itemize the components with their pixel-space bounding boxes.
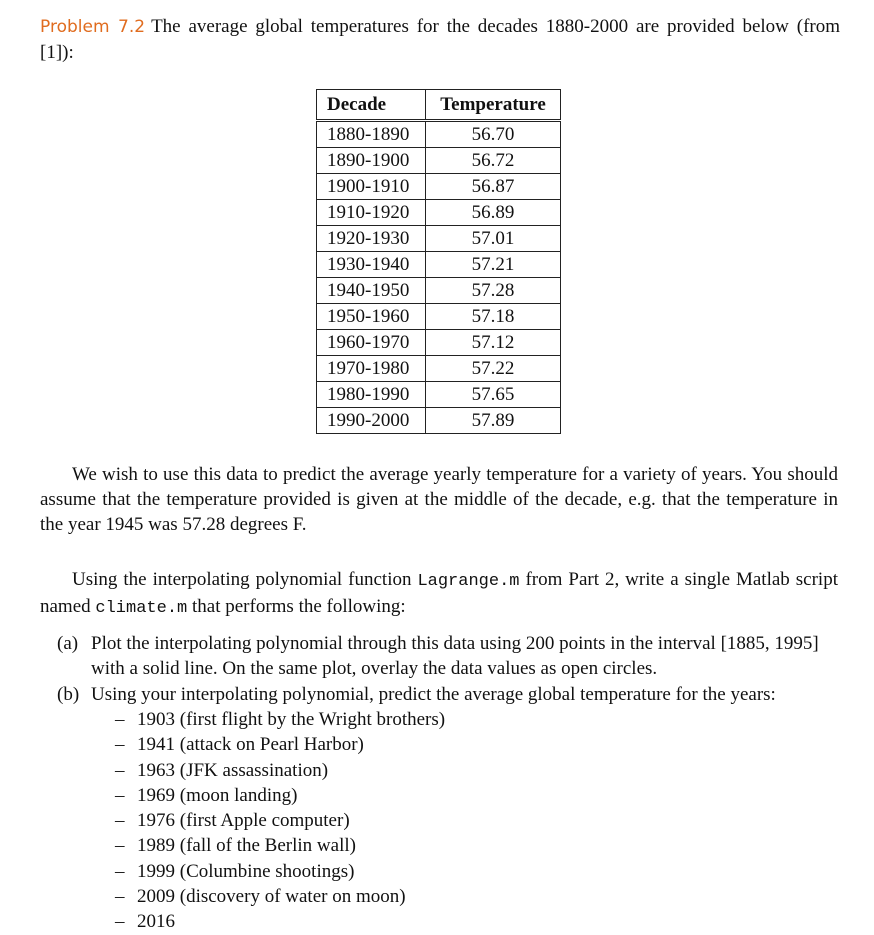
temperature-cell: 57.89 bbox=[426, 408, 561, 434]
dash-bullet: – bbox=[115, 810, 125, 832]
dash-bullet: – bbox=[115, 835, 125, 857]
decade-cell: 1910-1920 bbox=[317, 200, 426, 226]
year-text: 1941 (attack on Pearl Harbor) bbox=[137, 734, 364, 756]
table-body bbox=[317, 121, 561, 434]
decade-cell: 1960-1970 bbox=[317, 330, 426, 356]
year-text: 1989 (fall of the Berlin wall) bbox=[137, 835, 356, 857]
header-decade: Decade bbox=[317, 90, 426, 121]
problem-intro: The average global temperatures for the decades 1880-2000 are provided below (from [1]): bbox=[40, 16, 840, 63]
decade-cell: 1970-1980 bbox=[317, 356, 426, 382]
table-row bbox=[317, 121, 561, 148]
dash-bullet: – bbox=[115, 759, 125, 781]
dash-bullet: – bbox=[115, 709, 125, 730]
task-text-a: Plot the interpolating polynomial through this data using 200 points in the interval [1885, 1995] with a solid line. On the same plot, overlay the data values as open circles. bbox=[91, 633, 819, 679]
problem-label: Problem 7.2 bbox=[40, 17, 146, 37]
years-list bbox=[115, 707, 445, 935]
table-row bbox=[317, 330, 561, 356]
task-label-a: (a) bbox=[57, 633, 79, 654]
list-item bbox=[115, 707, 445, 732]
task-item-b bbox=[57, 682, 840, 707]
dash-bullet: – bbox=[115, 886, 125, 908]
decade-cell: 1880-1890 bbox=[317, 121, 426, 148]
temperature-cell: 57.12 bbox=[426, 330, 561, 356]
decade-cell: 1950-1960 bbox=[317, 304, 426, 330]
dash-bullet: – bbox=[115, 860, 125, 882]
code-climate: climate.m bbox=[95, 599, 188, 618]
list-item bbox=[115, 909, 445, 934]
instructions-part2: from Part 2, write a single Matlab script named bbox=[40, 569, 838, 617]
paragraph-assumption: We wish to use this data to predict the average yearly temperature for a variety of years. You should assume that the temperature provided is given at the middle of the decade, e.g. that the temperature in the year 1945 was 57.28 degrees F. bbox=[40, 464, 838, 535]
decade-cell: 1900-1910 bbox=[317, 174, 426, 200]
list-item bbox=[115, 783, 445, 808]
temperature-cell: 56.70 bbox=[426, 121, 561, 148]
document-page bbox=[40, 14, 840, 933]
task-label-b: (b) bbox=[57, 684, 80, 705]
year-text: 1999 (Columbine shootings) bbox=[137, 860, 355, 882]
decade-cell: 1920-1930 bbox=[317, 226, 426, 252]
table-row bbox=[317, 304, 561, 330]
table-row bbox=[317, 200, 561, 226]
year-text: 1903 (first flight by the Wright brothers) bbox=[137, 709, 446, 730]
decade-cell: 1930-1940 bbox=[317, 252, 426, 278]
decade-cell: 1890-1900 bbox=[317, 148, 426, 174]
temperature-table-wrapper bbox=[316, 89, 561, 434]
task-item-a bbox=[57, 631, 840, 681]
list-item bbox=[115, 884, 445, 909]
temperature-cell: 56.89 bbox=[426, 200, 561, 226]
temperature-cell: 57.22 bbox=[426, 356, 561, 382]
decade-cell: 1940-1950 bbox=[317, 278, 426, 304]
temperature-cell: 57.28 bbox=[426, 278, 561, 304]
dash-bullet: – bbox=[115, 911, 125, 933]
table-row bbox=[317, 252, 561, 278]
list-item bbox=[115, 808, 445, 833]
table-row bbox=[317, 148, 561, 174]
temperature-table bbox=[316, 89, 561, 434]
temperature-cell: 57.01 bbox=[426, 226, 561, 252]
list-item bbox=[115, 732, 445, 757]
problem-heading bbox=[40, 14, 840, 65]
paragraph-instructions bbox=[40, 567, 838, 621]
instructions-part1: Using the interpolating polynomial function bbox=[72, 569, 418, 590]
header-temperature: Temperature bbox=[426, 90, 561, 121]
table-row bbox=[317, 174, 561, 200]
instructions-part3: that performs the following: bbox=[187, 596, 406, 617]
list-item bbox=[115, 859, 445, 884]
year-text: 1963 (JFK assassination) bbox=[137, 759, 329, 781]
temperature-cell: 57.18 bbox=[426, 304, 561, 330]
decade-cell: 1980-1990 bbox=[317, 382, 426, 408]
code-lagrange: Lagrange.m bbox=[417, 572, 520, 591]
temperature-cell: 56.87 bbox=[426, 174, 561, 200]
year-text: 1969 (moon landing) bbox=[137, 784, 298, 806]
table-row bbox=[317, 278, 561, 304]
year-text: 1976 (first Apple computer) bbox=[137, 810, 350, 832]
table-header-row bbox=[317, 90, 561, 121]
table-row bbox=[317, 382, 561, 408]
list-item bbox=[115, 758, 445, 783]
temperature-cell: 56.72 bbox=[426, 148, 561, 174]
temperature-cell: 57.21 bbox=[426, 252, 561, 278]
table-row bbox=[317, 226, 561, 252]
dash-bullet: – bbox=[115, 734, 125, 756]
dash-bullet: – bbox=[115, 784, 125, 806]
table-row bbox=[317, 408, 561, 434]
decade-cell: 1990-2000 bbox=[317, 408, 426, 434]
list-item bbox=[115, 833, 445, 858]
task-text-b: Using your interpolating polynomial, predict the average global temperature for the years: bbox=[91, 684, 776, 705]
temperature-cell: 57.65 bbox=[426, 382, 561, 408]
table-row bbox=[317, 356, 561, 382]
year-text: 2009 (discovery of water on moon) bbox=[137, 886, 406, 908]
year-text: 2016 bbox=[137, 911, 175, 933]
